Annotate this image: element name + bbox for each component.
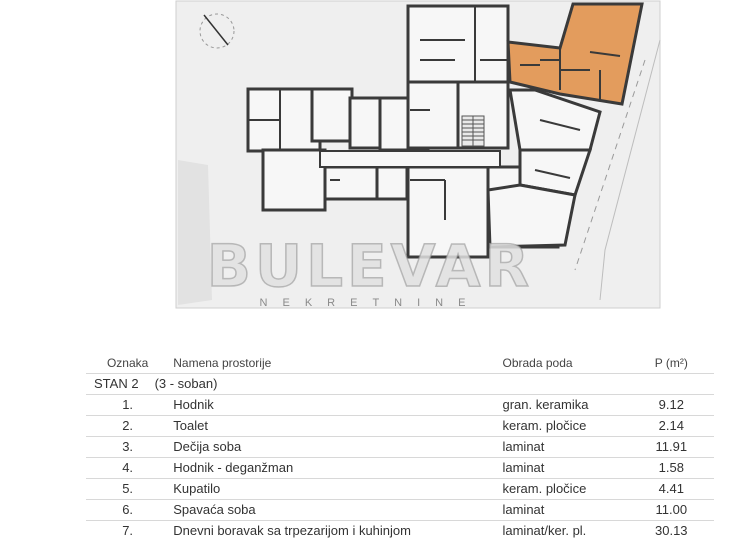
table-row: [86, 479, 714, 500]
row-area: 1.58: [629, 458, 714, 479]
table-row: [86, 437, 714, 458]
stairwell: [462, 116, 484, 146]
row-num: 2.: [86, 416, 169, 437]
row-name: Toalet: [169, 416, 498, 437]
row-area: 9.12: [629, 395, 714, 416]
row-floor: laminat: [498, 500, 628, 521]
row-area: 11.00: [629, 500, 714, 521]
header-area: P (m²): [654, 356, 688, 370]
row-floor: laminat: [498, 458, 628, 479]
row-floor: laminat/ker. pl.: [498, 521, 628, 542]
table-header: [86, 353, 714, 374]
row-name: Spavaća soba: [169, 500, 498, 521]
row-floor: gran. keramika: [498, 395, 628, 416]
row-num: 1.: [86, 395, 169, 416]
table-row: [86, 395, 714, 416]
corridor: [320, 151, 500, 167]
row-num: 7.: [86, 521, 169, 542]
table-row: [86, 458, 714, 479]
header-num: Oznaka: [106, 356, 149, 370]
header-floor: Obrada poda: [502, 356, 573, 370]
group-row: [86, 374, 714, 395]
row-area: 30.13: [629, 521, 714, 542]
row-num: 5.: [86, 479, 169, 500]
table-row: [86, 416, 714, 437]
watermark-logo: BULEVAR: [206, 232, 534, 300]
row-floor: keram. pločice: [498, 416, 628, 437]
room-table: [86, 353, 714, 541]
row-name: Hodnik - deganžman: [169, 458, 498, 479]
row-floor: laminat: [498, 437, 628, 458]
header-name: Namena prostorije: [173, 356, 272, 370]
table-row: [86, 521, 714, 542]
row-name: Kupatilo: [169, 479, 498, 500]
row-area: 4.41: [629, 479, 714, 500]
row-num: 6.: [86, 500, 169, 521]
group-name: STAN 2: [94, 376, 139, 391]
row-floor: keram. pločice: [498, 479, 628, 500]
row-name: Hodnik: [169, 395, 498, 416]
row-num: 3.: [86, 437, 169, 458]
group-type: (3 - soban): [154, 376, 218, 391]
table-row: [86, 500, 714, 521]
row-name: Dnevni boravak sa trpezarijom i kuhinjom: [169, 521, 498, 542]
row-area: 11.91: [629, 437, 714, 458]
watermark-subtitle: NEKRETNINE: [259, 297, 481, 309]
row-num: 4.: [86, 458, 169, 479]
row-area: 2.14: [629, 416, 714, 437]
row-name: Dečija soba: [169, 437, 498, 458]
